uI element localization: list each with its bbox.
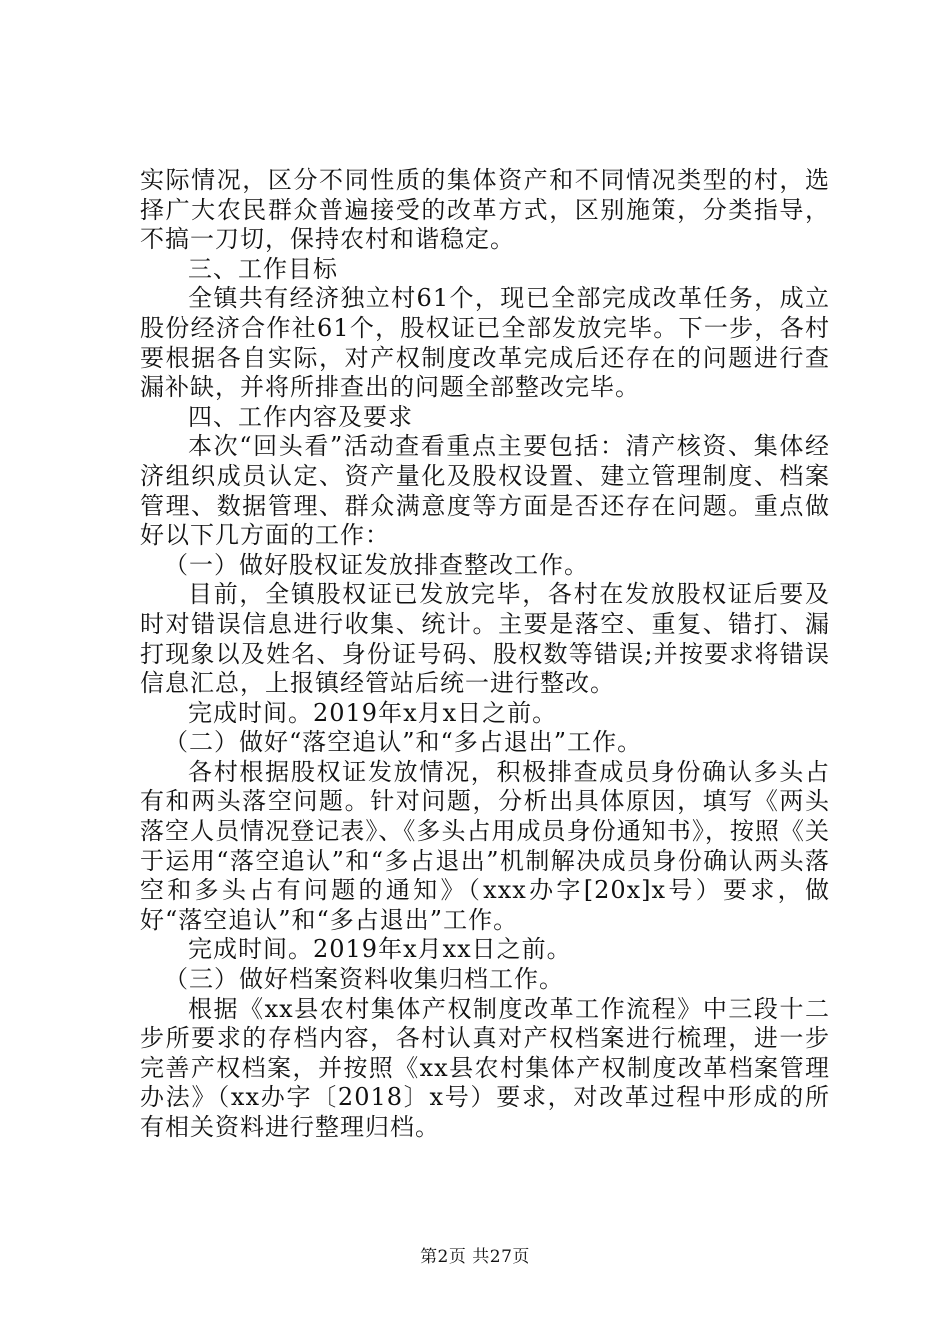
paragraph-review-focus: 本次“回头看”活动查看重点主要包括：清产核资、集体经济组织成员认定、资产量化及股权设置、建立管理制度、档案管理、数据管理、群众满意度等方面是否还存在问题。重点做好以下几方面的工作： — [140, 432, 830, 550]
paragraph-goals: 全镇共有经济独立村61个，现已全部完成改革任务，成立股份经济合作社61个，股权证已全部发放完毕。下一步，各村要根据各自实际，对产权制度改革完成后还存在的问题进行查漏补缺，并将所排查出的问题全部整改完毕。 — [140, 284, 830, 402]
paragraph-identity-check: 各村根据股权证发放情况，积极排查成员身份确认多头占有和两头落空问题。针对问题，分析出具体原因，填写《两头落空人员情况登记表》、《多头占用成员身份通知书》，按照《关于运用“落空追认”和“多占退出”机制解决成员身份确认两头落空和多头占有问题的通知》（xxx办字[20x]x号）要求，做好“落空追认”和“多占退出”工作。 — [140, 757, 830, 934]
deadline-2: 完成时间。2019年x月xx日之前。 — [188, 935, 572, 964]
section-heading-work-goals: 三、工作目标 — [188, 254, 338, 283]
page-footer: 第2页 共27页 — [420, 1247, 530, 1267]
document-body — [140, 166, 830, 1143]
paragraph-certificate-check: 目前，全镇股权证已发放完毕，各村在发放股权证后要及时对错误信息进行收集、统计。主要是落空、重复、错打、漏打现象以及姓名、身份证号码、股权数等错误;并按要求将错误信息汇总，上报镇经管站后统一进行整改。 — [140, 580, 830, 698]
paragraph-archiving: 根据《xx县农村集体产权制度改革工作流程》中三段十二步所要求的存档内容，各村认真对产权档案进行梳理，进一步完善产权档案，并按照《xx县农村集体产权制度改革档案管理办法》（xx办字〔2018〕x号）要求，对改革过程中形成的所有相关资料进行整理归档。 — [140, 994, 830, 1141]
subheading-1: （一）做好股权证发放排查整改工作。 — [164, 550, 589, 579]
subheading-2: （二）做好“落空追认”和“多占退出”工作。 — [164, 728, 643, 757]
deadline-1: 完成时间。2019年x月x日之前。 — [188, 698, 558, 727]
subheading-3: （三）做好档案资料收集归档工作。 — [164, 965, 564, 994]
section-heading-content-requirements: 四、工作内容及要求 — [188, 402, 413, 431]
paragraph-continued: 实际情况，区分不同性质的集体资产和不同情况类型的村，选择广大农民群众普遍接受的改革方式，区别施策，分类指导，不搞一刀切，保持农村和谐稳定。 — [140, 166, 830, 254]
